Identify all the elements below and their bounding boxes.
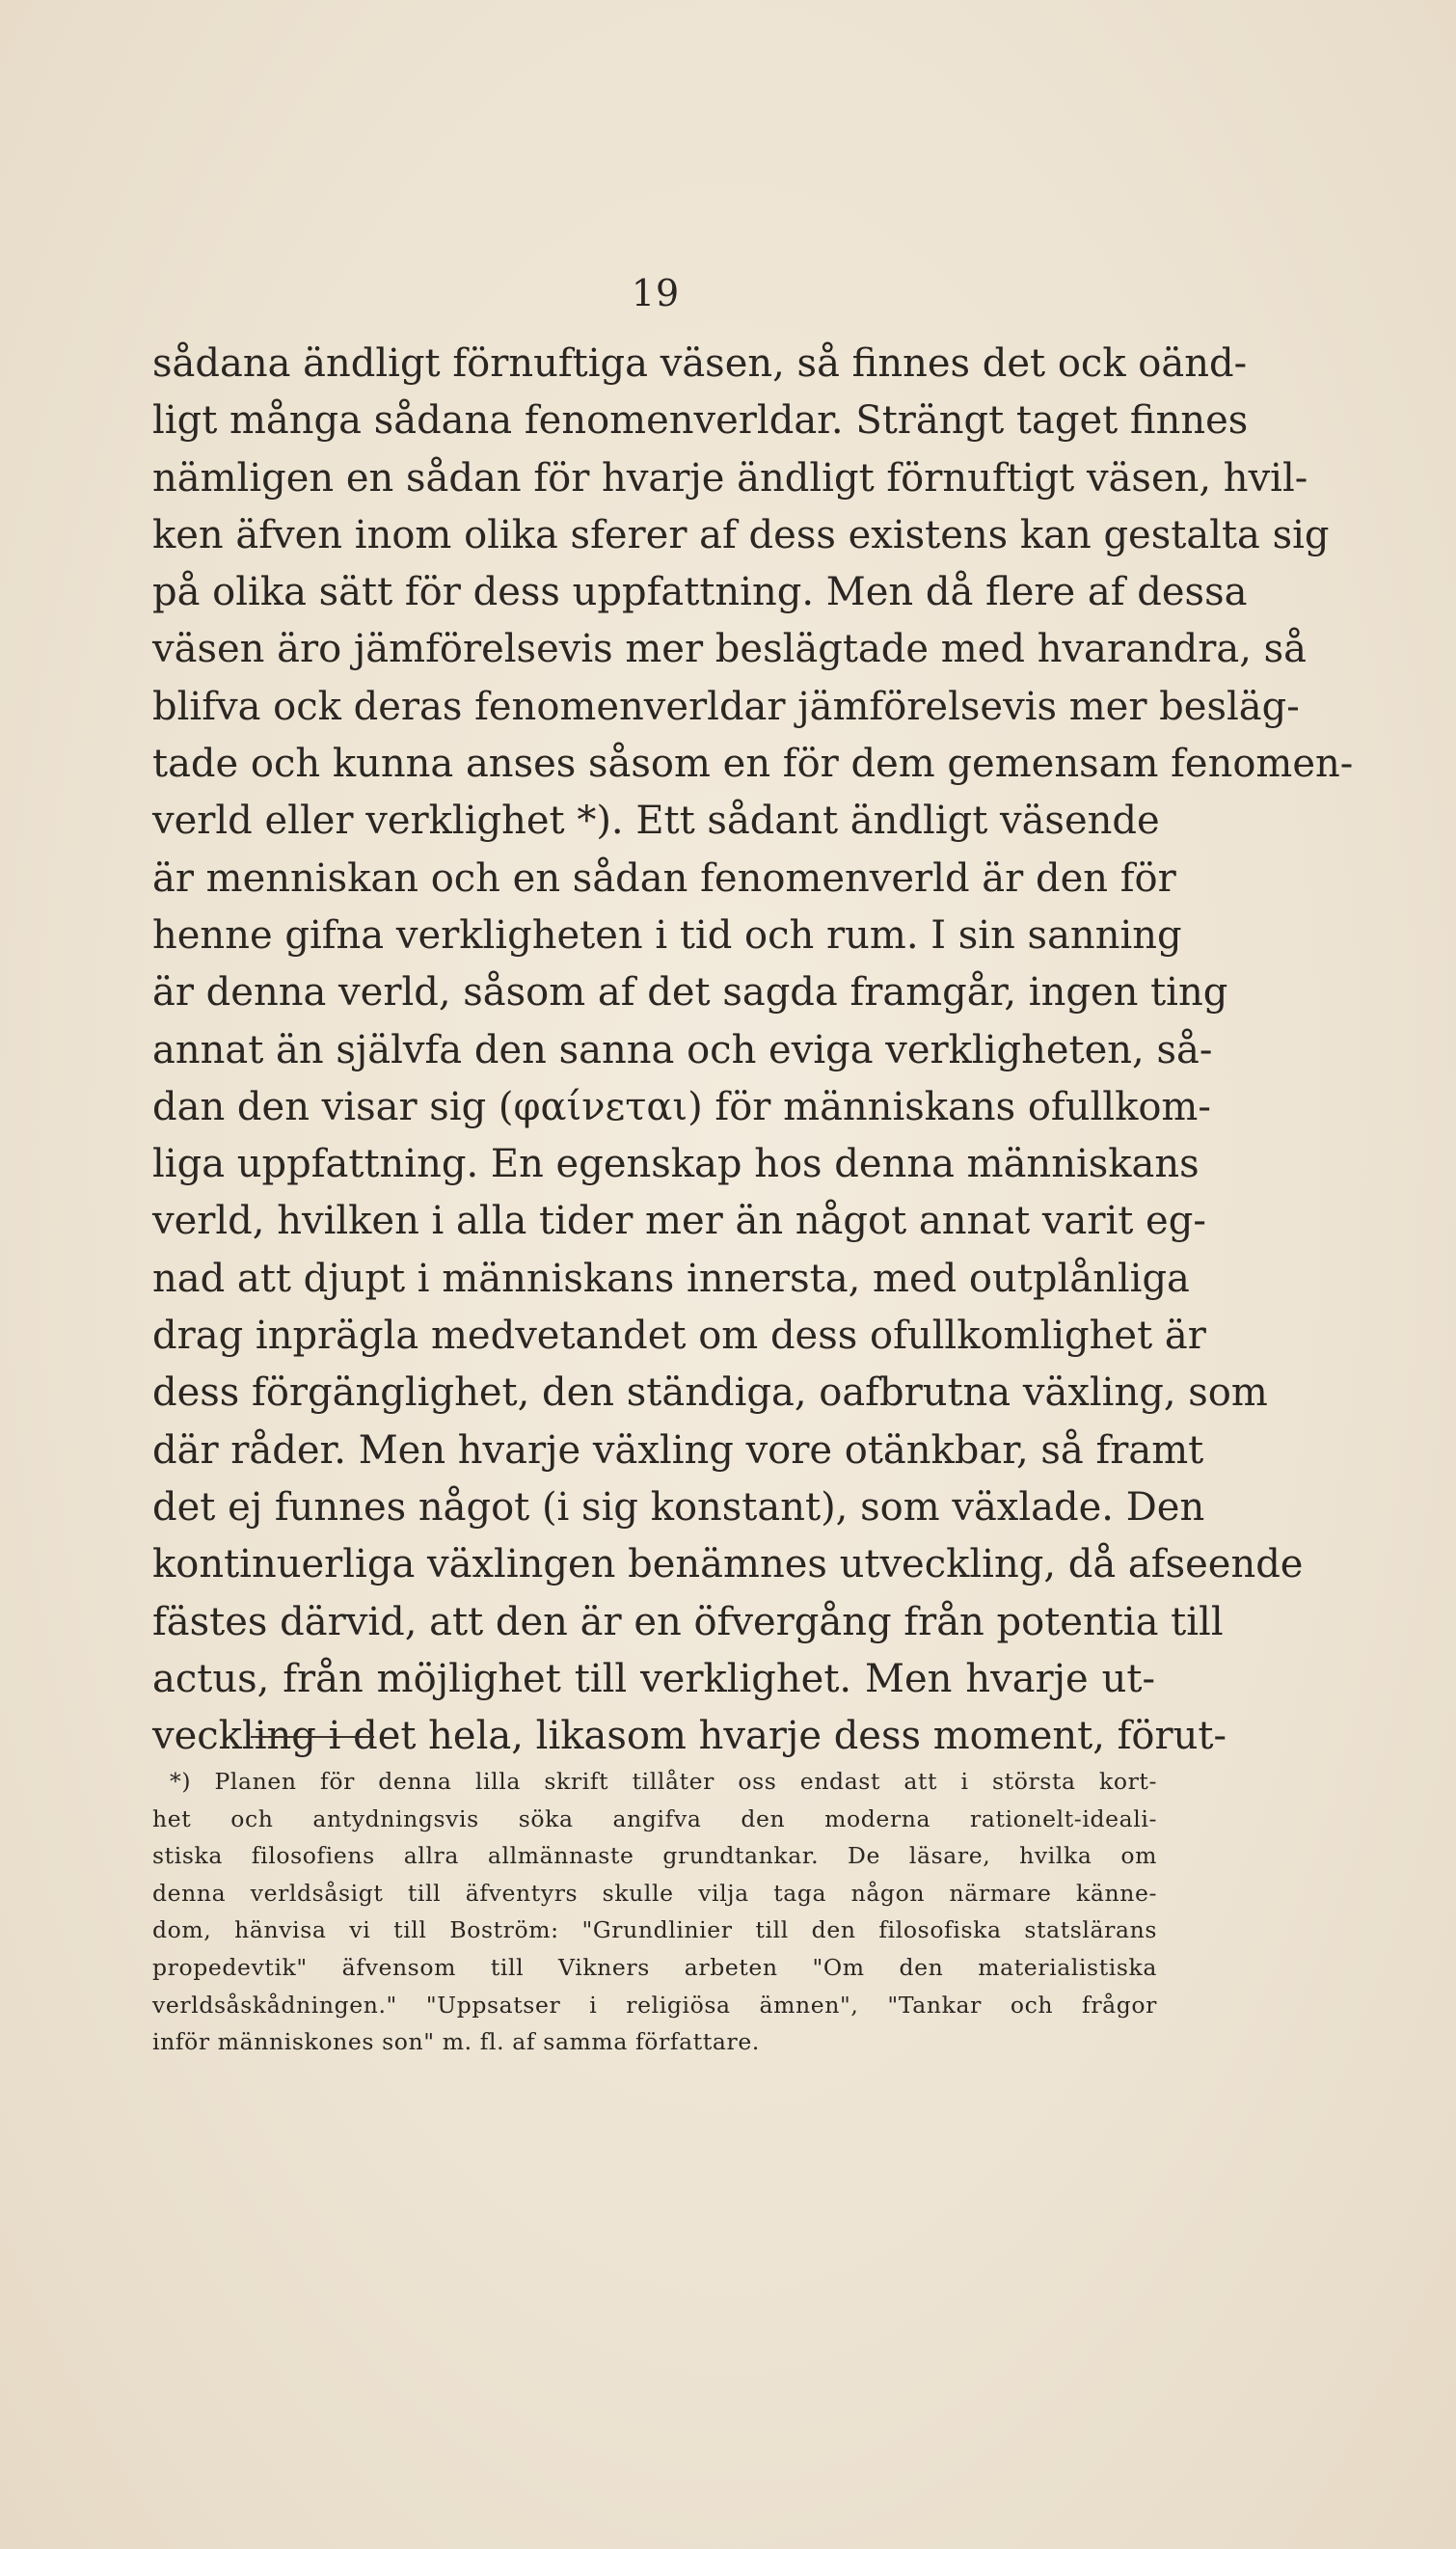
body-line: det ej funnes något (i sig konstant), som växlade. Den bbox=[152, 1484, 1205, 1530]
footnote-line: dom, hänvisa vi till Boström: "Grundlinier till den filosofiska statslärans bbox=[152, 1916, 1157, 1944]
footnote-line: inför människones son" m. fl. af samma författare. bbox=[152, 2028, 760, 2056]
body-line: ken äfven inom olika sferer af dess existens kan gestalta sig bbox=[152, 512, 1330, 557]
footnote-line: verldsåskådningen." "Uppsatser i religiösa ämnen", "Tankar och frågor bbox=[152, 1991, 1157, 2019]
body-line: dess förgänglighet, den ständiga, oafbrutna växling, som bbox=[152, 1370, 1268, 1416]
body-line: väsen äro jämförelsevis mer beslägtade med hvarandra, så bbox=[152, 627, 1308, 672]
body-line: på olika sätt för dess uppfattning. Men då flere af dessa bbox=[152, 570, 1248, 615]
body-line: verld eller verklighet *). Ett sådant ändligt väsende bbox=[152, 799, 1160, 844]
footnote-line: *) Planen för denna lilla skrift tillåter oss endast att i största kort- bbox=[170, 1768, 1157, 1795]
body-line: sådana ändligt förnuftiga väsen, så finnes det ock oänd- bbox=[152, 341, 1248, 386]
body-line: fästes därvid, att den är en öfvergång från potentia till bbox=[152, 1599, 1224, 1644]
body-line: drag inprägla medvetandet om dess ofullkomlighet är bbox=[152, 1314, 1206, 1359]
footnote-divider bbox=[251, 1736, 374, 1738]
footnote-line: denna verldsåsigt till äfventyrs skulle vilja taga någon närmare känne- bbox=[152, 1879, 1157, 1907]
footnote-line: propedevtik" äfvensom till Vikners arbeten "Om den materialistiska bbox=[152, 1953, 1157, 1981]
body-line: där råder. Men hvarje växling vore otänkbar, så framt bbox=[152, 1427, 1204, 1473]
body-line: ligt många sådana fenomenverldar. Strängt taget finnes bbox=[152, 398, 1249, 444]
body-line: kontinuerliga växlingen benämnes utveckling, då afseende bbox=[152, 1542, 1304, 1587]
body-text bbox=[152, 336, 1354, 1765]
body-line: liga uppfattning. En egenskap hos denna människans bbox=[152, 1142, 1200, 1187]
body-line: dan den visar sig (φαίνεται) för människans ofullkom- bbox=[152, 1084, 1211, 1129]
body-line: annat än självfa den sanna och eviga verkligheten, så- bbox=[152, 1027, 1213, 1072]
body-line: verld, hvilken i alla tider mer än något annat varit eg- bbox=[152, 1199, 1206, 1244]
body-line: är denna verld, såsom af det sagda framgår, ingen ting bbox=[152, 970, 1228, 1016]
body-line: veckling i det hela, likasom hvarje dess moment, förut- bbox=[152, 1714, 1227, 1759]
footnote-line: stiska filosofiens allra allmännaste grundtankar. De läsare, hvilka om bbox=[152, 1842, 1157, 1870]
body-line: blifva ock deras fenomenverldar jämförelsevis mer besläg- bbox=[152, 684, 1300, 729]
body-line: henne gifna verkligheten i tid och rum. I sin sanning bbox=[152, 912, 1182, 958]
body-line: nämligen en sådan för hvarje ändligt förnuftigt väsen, hvil- bbox=[152, 455, 1308, 501]
body-line: nad att djupt i människans innersta, med outplånliga bbox=[152, 1256, 1190, 1301]
body-line: actus, från möjlighet till verklighet. Men hvarje ut- bbox=[152, 1656, 1155, 1701]
footnote bbox=[152, 1763, 1157, 2061]
page-number: 19 bbox=[631, 272, 681, 314]
body-line: tade och kunna anses såsom en för dem gemensam fenomen- bbox=[152, 742, 1354, 787]
footnote-line: het och antydningsvis söka angifva den moderna rationelt-ideali- bbox=[152, 1804, 1157, 1832]
body-line: är menniskan och en sådan fenomenverld är den för bbox=[152, 855, 1176, 901]
